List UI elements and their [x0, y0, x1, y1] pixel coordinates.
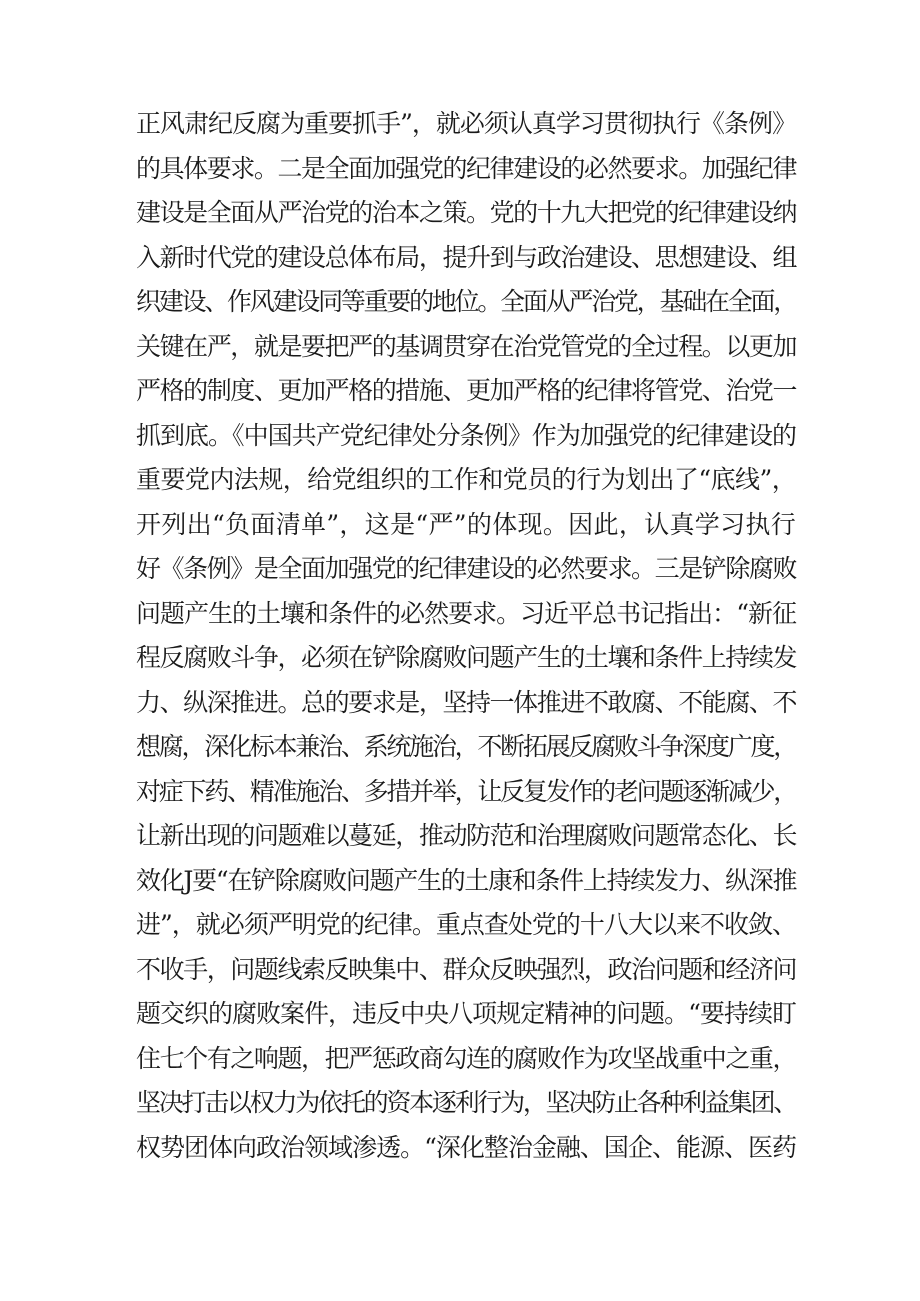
- text-line-5: 织建设、作风建设同等重要的地位。全面从严治党，基础在全面，: [136, 287, 796, 316]
- text-line-19: 进”，就必须严明党的纪律。重点查处党的十八大以来不收敛、: [136, 910, 796, 939]
- text-line-1: 正风肃纪反腐为重要抓手”，就必须认真学习贯彻执行《条例》: [136, 109, 796, 138]
- text-line-10: 开列出“负面清单”，这是“严”的体现。因此，认真学习执行: [136, 509, 796, 539]
- text-line-17: 让新出现的问题难以蔓延，推动防范和治理腐败问题常态化、长: [136, 821, 796, 850]
- text-line-22: 住七个有之响题，把严惩政商勾连的腐败作为攻坚战重中之重，: [136, 1043, 796, 1073]
- text-line-13: 程反腐败斗争，必须在铲除腐败问题产生的土壤和条件上持续发: [136, 643, 796, 672]
- text-line-14: 力、纵深推进。总的要求是，坚持一体推进不敢腐、不能腐、不: [136, 687, 796, 717]
- text-line-8: 抓到底。《中国共产党纪律处分条例》作为加强党的纪律建设的: [136, 420, 796, 450]
- text-line-11: 好《条例》是全面加强党的纪律建设的必然要求。三是铲除腐败: [136, 554, 796, 583]
- text-line-12: 问题产生的土壤和条件的必然要求。习近平总书记指出：“新征: [136, 598, 796, 628]
- text-line-21: 题交织的腐败案件，违反中央八项规定精神的问题。“要持续盯: [136, 999, 796, 1028]
- text-line-15: 想腐，深化标本兼治、系统施治，不断拓展反腐败斗争深度广度，: [136, 732, 796, 761]
- text-line-6: 关键在严，就是要把严的基调贯穿在治党管党的全过程。以更加: [136, 331, 796, 361]
- text-line-7: 严格的制度、更加严格的措施、更加严格的纪律将管党、治党一: [136, 376, 796, 405]
- text-line-9: 重要党内法规，给党组织的工作和党员的行为划出了“底线”，: [136, 465, 796, 494]
- body-text: [136, 102, 796, 1170]
- text-line-4: 入新时代党的建设总体布局，提升到与政治建设、思想建设、组: [136, 242, 796, 272]
- text-line-20: 不收手，问题线索反映集中、群众反映强烈，政治问题和经济问: [136, 954, 796, 984]
- text-line-23: 坚决打击以权力为依托的资本逐利行为，坚决防止各种利益集团、: [136, 1088, 796, 1117]
- text-line-2: 的具体要求。二是全面加强党的纪律建设的必然要求。加强纪律: [136, 153, 796, 183]
- text-line-16: 对症下药、精准施治、多措并举，让反复发作的老问题逐渐减少，: [136, 776, 796, 806]
- text-line-24: 权势团体向政治领域渗透。“深化整治金融、国企、能源、医药: [136, 1132, 796, 1162]
- text-line-3: 建设是全面从严治党的治本之策。党的十九大把党的纪律建设纳: [136, 198, 796, 227]
- text-line-18: 效化J要“在铲除腐败问题产生的土康和条件上持续发力、纵深推: [136, 865, 796, 895]
